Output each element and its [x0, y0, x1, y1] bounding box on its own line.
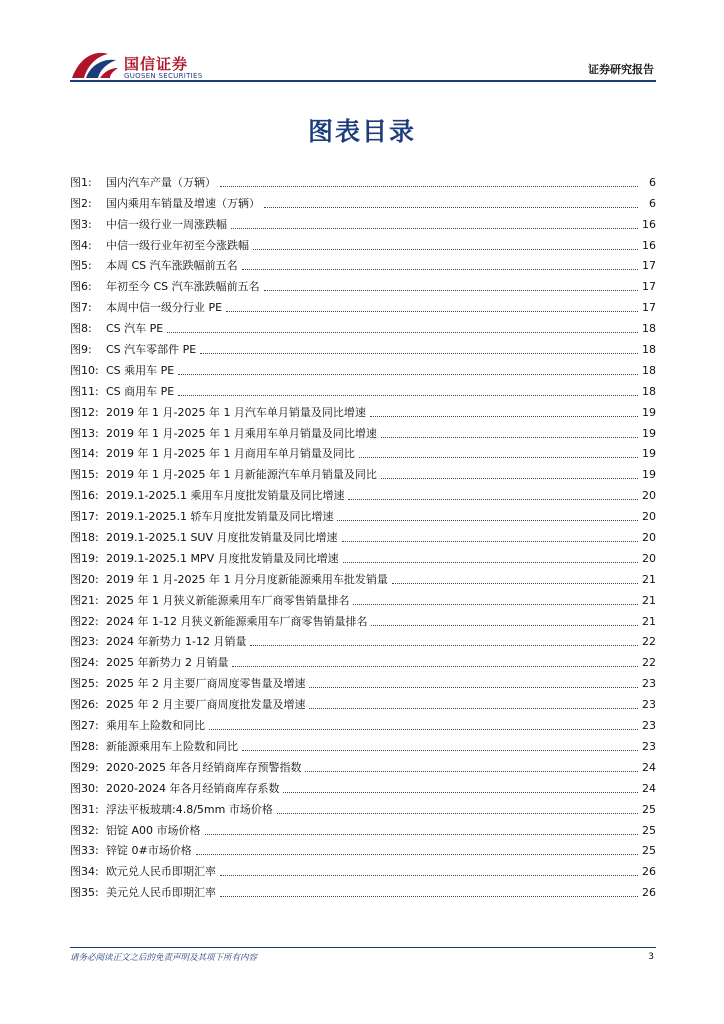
toc-entry-label: 图9:: [70, 343, 92, 357]
dot-leader: [253, 248, 638, 250]
toc-entry[interactable]: [70, 461, 656, 482]
toc-entry-label: 图12:: [70, 405, 99, 419]
dot-leader: [309, 686, 638, 688]
toc-entry-page: 19: [642, 405, 656, 419]
dot-leader: [226, 310, 638, 312]
toc-entry[interactable]: [70, 503, 656, 524]
footer-divider: [70, 947, 656, 948]
toc-entry-title: 中信一级行业一周涨跌幅: [106, 217, 227, 231]
toc-entry[interactable]: [70, 775, 656, 796]
toc-entry-title: CS 乘用车 PE: [106, 363, 175, 377]
dot-leader: [381, 477, 638, 479]
toc-entry-label: 图19:: [70, 551, 99, 565]
header-divider: [70, 80, 656, 82]
toc-entry-page: 19: [642, 447, 656, 461]
toc-entry-page: 22: [642, 635, 656, 649]
toc-entry-label: 图34:: [70, 865, 99, 879]
toc-entry-page: 25: [642, 844, 656, 858]
toc-entry-title: 2025 年 2 月主要厂商周度零售量及增速: [106, 677, 306, 691]
toc-entry-page: 23: [642, 698, 656, 712]
toc-entry-page: 23: [642, 739, 656, 753]
toc-entry-page: 18: [642, 322, 656, 336]
toc-entry-page: 18: [642, 384, 656, 398]
toc-entry-label: 图10:: [70, 363, 99, 377]
brand-name-en: GUOSEN SECURITIES: [124, 72, 203, 80]
dot-leader: [220, 874, 638, 876]
toc-entry[interactable]: [70, 649, 656, 670]
toc-entry[interactable]: [70, 420, 656, 441]
toc-entry-page: 16: [642, 217, 656, 231]
dot-leader: [250, 644, 638, 646]
toc-entry-title: 美元兑人民币即期汇率: [106, 886, 216, 900]
toc-entry-label: 图31:: [70, 802, 99, 816]
toc-entry-title: 锌锭 0#市场价格: [106, 844, 192, 858]
figure-list: [70, 169, 656, 900]
toc-entry-label: 图29:: [70, 760, 99, 774]
toc-entry-page: 21: [642, 593, 656, 607]
toc-entry-label: 图15:: [70, 468, 99, 482]
dot-leader: [232, 665, 638, 667]
toc-entry-label: 图5:: [70, 259, 92, 273]
toc-entry-label: 图3:: [70, 217, 92, 231]
toc-entry[interactable]: [70, 587, 656, 608]
dot-leader: [370, 415, 638, 417]
toc-entry-page: 26: [642, 886, 656, 900]
toc-entry-title: 乘用车上险数和同比: [106, 719, 205, 733]
dot-leader: [348, 498, 638, 500]
dot-leader: [343, 561, 638, 563]
toc-entry-page: 17: [642, 259, 656, 273]
toc-entry-page: 6: [649, 175, 656, 189]
dot-leader: [371, 624, 638, 626]
toc-entry-label: 图16:: [70, 489, 99, 503]
report-type-label: 证券研究报告: [588, 63, 654, 76]
toc-entry-title: CS 商用车 PE: [106, 384, 175, 398]
toc-entry-title: 年初至今 CS 汽车涨跌幅前五名: [106, 280, 260, 294]
toc-entry-title: 中信一级行业年初至今涨跌幅: [106, 238, 249, 252]
toc-entry[interactable]: [70, 336, 656, 357]
toc-entry-label: 图21:: [70, 593, 99, 607]
toc-entry-label: 图23:: [70, 635, 99, 649]
dot-leader: [283, 791, 638, 793]
toc-entry-title: 国内乘用车销量及增速（万辆）: [106, 196, 260, 210]
toc-entry-label: 图18:: [70, 531, 99, 545]
toc-entry-page: 25: [642, 802, 656, 816]
toc-entry[interactable]: [70, 482, 656, 503]
toc-entry-label: 图14:: [70, 447, 99, 461]
toc-entry-label: 图32:: [70, 823, 99, 837]
toc-entry[interactable]: [70, 838, 656, 859]
toc-entry-label: 图4:: [70, 238, 92, 252]
toc-entry[interactable]: [70, 253, 656, 274]
dot-leader: [359, 456, 638, 458]
toc-entry-title: 欧元兑人民币即期汇率: [106, 865, 216, 879]
toc-entry[interactable]: [70, 273, 656, 294]
toc-entry[interactable]: [70, 232, 656, 253]
dot-leader: [167, 331, 638, 333]
toc-entry-title: 2020-2024 年各月经销商库存系数: [106, 781, 280, 795]
toc-entry-title: 2024 年新势力 1-12 月销量: [106, 635, 247, 649]
toc-entry-title: 浮法平板玻璃:4.8/5mm 市场价格: [106, 802, 273, 816]
toc-entry-title: 2019 年 1 月-2025 年 1 月汽车单月销量及同比增速: [106, 405, 366, 419]
toc-entry-label: 图7:: [70, 301, 92, 315]
toc-entry-label: 图30:: [70, 781, 99, 795]
toc-entry-title: 本周 CS 汽车涨跌幅前五名: [106, 259, 238, 273]
toc-entry[interactable]: [70, 733, 656, 754]
toc-entry[interactable]: [70, 399, 656, 420]
toc-entry[interactable]: [70, 169, 656, 190]
dot-leader: [209, 728, 638, 730]
toc-entry[interactable]: [70, 670, 656, 691]
toc-entry-label: 图11:: [70, 384, 99, 398]
dot-leader: [392, 582, 638, 584]
dot-leader: [220, 185, 638, 187]
page-number: 3: [648, 952, 654, 962]
dot-leader: [264, 289, 638, 291]
dot-leader: [309, 707, 638, 709]
toc-entry-title: 2025 年 2 月主要厂商周度批发量及增速: [106, 698, 306, 712]
toc-entry-page: 21: [642, 614, 656, 628]
toc-entry-label: 图2:: [70, 196, 92, 210]
toc-entry[interactable]: [70, 858, 656, 879]
toc-entry-page: 21: [642, 572, 656, 586]
toc-entry-page: 18: [642, 363, 656, 377]
toc-entry[interactable]: [70, 211, 656, 232]
toc-entry-page: 20: [642, 510, 656, 524]
dot-leader: [337, 519, 638, 521]
toc-entry-title: 国内汽车产量（万辆）: [106, 175, 216, 189]
toc-entry-page: 19: [642, 426, 656, 440]
dot-leader: [381, 436, 638, 438]
toc-entry-title: CS 汽车零部件 PE: [106, 343, 197, 357]
toc-entry-title: 2020-2025 年各月经销商库存预警指数: [106, 760, 302, 774]
toc-entry-title: 2019 年 1 月-2025 年 1 月商用车单月销量及同比: [106, 447, 355, 461]
dot-leader: [196, 853, 638, 855]
disclaimer: 请务必阅读正文之后的免责声明及其项下所有内容: [70, 953, 258, 963]
toc-entry-page: 26: [642, 865, 656, 879]
toc-entry[interactable]: [70, 190, 656, 211]
toc-entry[interactable]: [70, 357, 656, 378]
toc-entry-page: 23: [642, 719, 656, 733]
dot-leader: [205, 833, 638, 835]
toc-entry-title: 2019.1-2025.1 轿车月度批发销量及同比增速: [106, 510, 334, 524]
dot-leader: [342, 540, 639, 542]
toc-entry-page: 25: [642, 823, 656, 837]
toc-entry-page: 17: [642, 301, 656, 315]
toc-entry-page: 20: [642, 489, 656, 503]
dot-leader: [242, 749, 638, 751]
toc-entry-label: 图13:: [70, 426, 99, 440]
toc-entry-title: 2025 年新势力 2 月销量: [106, 656, 229, 670]
toc-entry-label: 图20:: [70, 572, 99, 586]
toc-entry-page: 24: [642, 781, 656, 795]
toc-entry-label: 图17:: [70, 510, 99, 524]
dot-leader: [200, 352, 638, 354]
toc-entry[interactable]: [70, 441, 656, 462]
toc-entry-title: 2019.1-2025.1 乘用车月度批发销量及同比增速: [106, 489, 345, 503]
dot-leader: [353, 603, 638, 605]
brand-logo: [70, 50, 210, 84]
toc-entry-label: 图6:: [70, 280, 92, 294]
dot-leader: [264, 206, 638, 208]
toc-entry[interactable]: [70, 691, 656, 712]
dot-leader: [242, 268, 638, 270]
toc-entry[interactable]: [70, 879, 656, 900]
toc-entry[interactable]: [70, 566, 656, 587]
page-title: 图表目录: [307, 117, 416, 146]
toc-entry-label: 图25:: [70, 677, 99, 691]
dot-leader: [231, 227, 638, 229]
toc-entry[interactable]: [70, 754, 656, 775]
toc-entry-title: 2019 年 1 月-2025 年 1 月新能源汽车单月销量及同比: [106, 468, 377, 482]
toc-entry[interactable]: [70, 294, 656, 315]
dot-leader: [178, 373, 638, 375]
toc-entry-page: 24: [642, 760, 656, 774]
toc-entry[interactable]: [70, 817, 656, 838]
toc-entry[interactable]: [70, 608, 656, 629]
toc-entry-page: 6: [649, 196, 656, 210]
toc-entry[interactable]: [70, 378, 656, 399]
toc-entry[interactable]: [70, 545, 656, 566]
toc-entry-page: 18: [642, 343, 656, 357]
toc-entry-page: 20: [642, 551, 656, 565]
toc-entry-title: CS 汽车 PE: [106, 322, 164, 336]
dot-leader: [178, 394, 638, 396]
dot-leader: [220, 895, 638, 897]
toc-entry-title: 2019.1-2025.1 SUV 月度批发销量及同比增速: [106, 531, 338, 545]
toc-entry-label: 图26:: [70, 698, 99, 712]
toc-entry-label: 图24:: [70, 656, 99, 670]
toc-entry-title: 铝锭 A00 市场价格: [106, 823, 201, 837]
toc-entry-title: 新能源乘用车上险数和同比: [106, 739, 238, 753]
toc-entry[interactable]: [70, 315, 656, 336]
toc-entry-title: 2025 年 1 月狭义新能源乘用车厂商零售销量排名: [106, 593, 350, 607]
toc-entry[interactable]: [70, 629, 656, 650]
toc-entry-page: 22: [642, 656, 656, 670]
dot-leader: [277, 812, 638, 814]
toc-entry-page: 16: [642, 238, 656, 252]
toc-entry-label: 图33:: [70, 844, 99, 858]
toc-entry-title: 2019 年 1 月-2025 年 1 月乘用车单月销量及同比增速: [106, 426, 377, 440]
brand-name-cn: 国信证券: [124, 55, 189, 73]
toc-entry-title: 2024 年 1-12 月狭义新能源乘用车厂商零售销量排名: [106, 614, 368, 628]
toc-entry-page: 19: [642, 468, 656, 482]
toc-entry-page: 20: [642, 531, 656, 545]
toc-entry-title: 本周中信一级分行业 PE: [106, 301, 223, 315]
toc-entry[interactable]: [70, 524, 656, 545]
toc-entry-label: 图27:: [70, 719, 99, 733]
toc-entry-label: 图1:: [70, 175, 92, 189]
toc-entry[interactable]: [70, 796, 656, 817]
toc-entry-page: 17: [642, 280, 656, 294]
toc-entry-label: 图28:: [70, 739, 99, 753]
toc-entry[interactable]: [70, 712, 656, 733]
guosen-logo-icon: [70, 50, 120, 82]
toc-entry-label: 图8:: [70, 322, 92, 336]
page-header: [0, 0, 724, 90]
toc-entry-title: 2019 年 1 月-2025 年 1 月分月度新能源乘用车批发销量: [106, 572, 388, 586]
toc-entry-label: 图35:: [70, 886, 99, 900]
toc-entry-page: 23: [642, 677, 656, 691]
dot-leader: [305, 770, 638, 772]
toc-entry-title: 2019.1-2025.1 MPV 月度批发销量及同比增速: [106, 551, 339, 565]
toc-entry-label: 图22:: [70, 614, 99, 628]
